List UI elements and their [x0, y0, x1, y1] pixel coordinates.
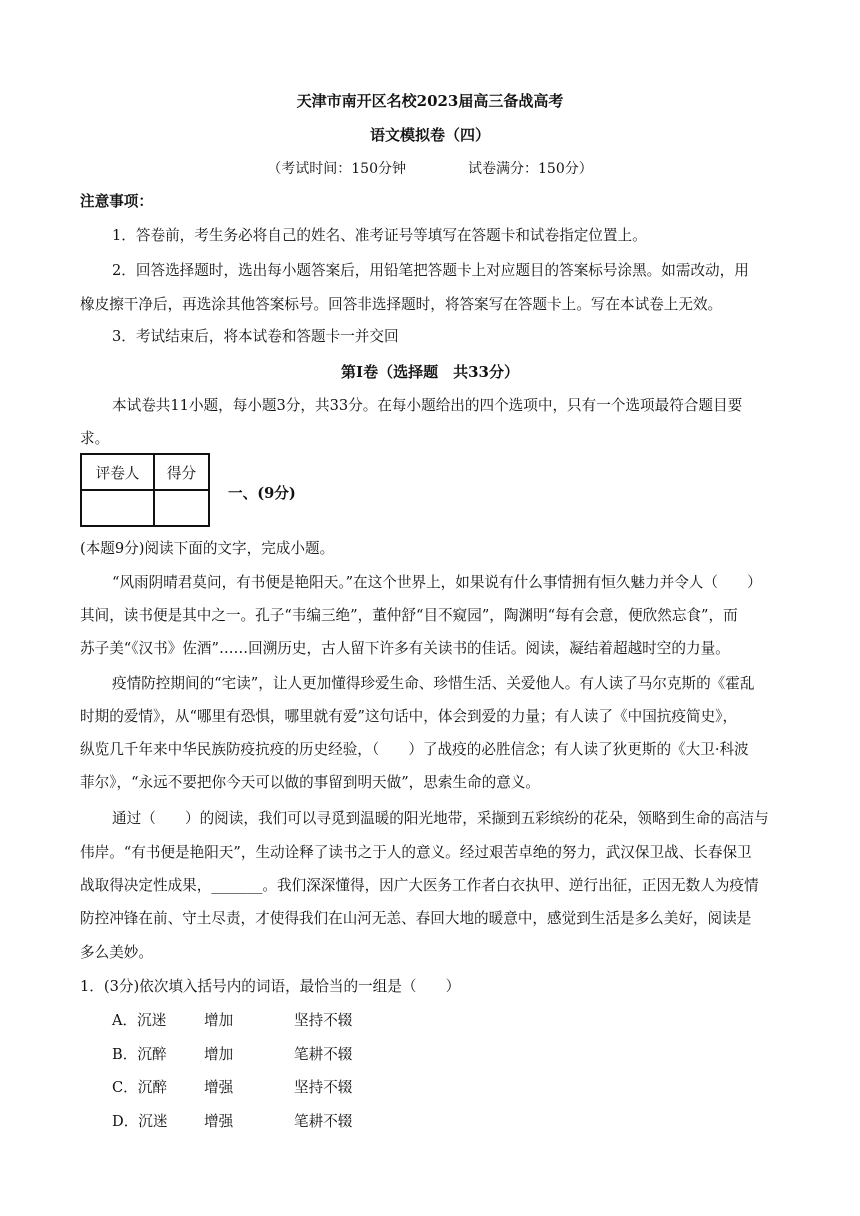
- score-header: 得分: [154, 454, 209, 490]
- note-item-1: 1．答卷前，考生务必将自己的姓名、准考证号等填写在答题卡和试卷指定位置上。: [112, 227, 647, 244]
- question-stem: 1．(3分)依次填入括号内的词语，最恰当的一组是（ ）: [80, 978, 461, 995]
- option-a-word-2: 增加: [204, 1012, 234, 1029]
- passage-line: 时期的爱情》，从“哪里有恐惧，哪里就有爱”这句话中，体会到爱的力量；有人读了《中国抗疫简史》，: [80, 708, 738, 725]
- note-item-2-cont: 橡皮擦干净后，再选涂其他答案标号。回答非选择题时，将答案写在答题卡上。写在本试卷上无效。: [80, 296, 723, 313]
- part-one-title: 一、(9分): [228, 485, 296, 502]
- passage-line: 其间，读书便是其中之一。孔子“韦编三绝”，董仲舒“目不窥园”，陶渊明“每有会意，便欣然忘食”，而: [80, 607, 738, 624]
- option-c-word-2: 增强: [204, 1079, 234, 1096]
- option-a-word-3: 坚持不辍: [294, 1012, 353, 1029]
- option-c[interactable]: C．沉醉: [112, 1079, 167, 1096]
- time-limit: （考试时间：150分钟: [267, 161, 406, 177]
- notes-heading: 注意事项：: [80, 193, 153, 210]
- passage-line: 疫情防控期间的“宅读”，让人更加懂得珍爱生命、珍惜生活、关爱他人。有人读了马尔克斯的《霍乱: [112, 675, 755, 692]
- option-b[interactable]: B．沉醉: [112, 1046, 167, 1063]
- passage-line: 纵览几千年来中华民族防疫抗疫的历史经验，（ ）了战疫的必胜信念；有人读了狄更斯的《大卫·科波: [80, 741, 749, 758]
- passage-line: 通过（ ）的阅读，我们可以寻觅到温暖的阳光地带，采撷到五彩缤纷的花朵，领略到生命的高洁与: [112, 810, 769, 827]
- passage-line: “风雨阴晴君莫问，有书便是艳阳天。”在这个世界上，如果说有什么事情拥有恒久魅力并令人（ ）: [112, 574, 762, 591]
- grader-header: 评卷人: [81, 454, 154, 490]
- grader-cell[interactable]: [81, 490, 154, 526]
- option-d[interactable]: D．沉迷: [112, 1113, 168, 1130]
- exam-title: 天津市南开区名校2023届高三备战高考: [296, 92, 564, 110]
- passage-line: 防控冲锋在前、守土尽责，才使得我们在山河无恙、春回大地的暖意中，感觉到生活是多么美好，阅读是: [80, 910, 752, 927]
- section-title: 第Ⅰ卷（选择题 共33分）: [341, 363, 519, 381]
- grader-table: [80, 453, 210, 527]
- exam-time-info: [0, 158, 860, 178]
- option-d-word-3: 笔耕不辍: [294, 1113, 353, 1130]
- passage-line: 多么美妙。: [80, 944, 153, 961]
- note-item-3: 3．考试结束后，将本试卷和答题卡一并交回: [112, 328, 399, 345]
- passage-line: 苏子美“《汉书》佐酒”……回溯历史，古人留下许多有关读书的佳话。阅读，凝结着超越时空的力量。: [80, 640, 730, 657]
- exam-subtitle: 语文模拟卷（四）: [369, 126, 490, 144]
- passage-lead: (本题9分)阅读下面的文字，完成小题。: [80, 540, 335, 557]
- full-score: 试卷满分：150分）: [468, 161, 593, 177]
- option-c-word-3: 坚持不辍: [294, 1079, 353, 1096]
- note-item-2: 2．回答选择题时，选出每小题答案后，用铅笔把答题卡上对应题目的答案标号涂黑。如需改动，用: [112, 262, 749, 279]
- option-d-word-2: 增强: [204, 1113, 234, 1130]
- score-cell[interactable]: [154, 490, 209, 526]
- passage-line: 伟岸。“有书便是艳阳天”，生动诠释了读书之于人的意义。经过艰苦卓绝的努力，武汉保卫战、长春保卫: [80, 844, 752, 861]
- section-intro-2: 求。: [80, 430, 110, 447]
- option-b-word-2: 增加: [204, 1046, 234, 1063]
- section-intro-1: 本试卷共11小题，每小题3分，共33分。在每小题给出的四个选项中，只有一个选项最符合题目要: [112, 397, 743, 414]
- passage-line: 菲尔》，“永远不要把你今天可以做的事留到明天做”，思索生命的意义。: [80, 774, 541, 791]
- passage-line: 战取得决定性成果，_______。我们深深懂得，因广大医务工作者白衣执甲、逆行出征，正因无数人为疫情: [80, 877, 759, 894]
- option-b-word-3: 笔耕不辍: [294, 1046, 353, 1063]
- option-a[interactable]: A．沉迷: [112, 1012, 167, 1029]
